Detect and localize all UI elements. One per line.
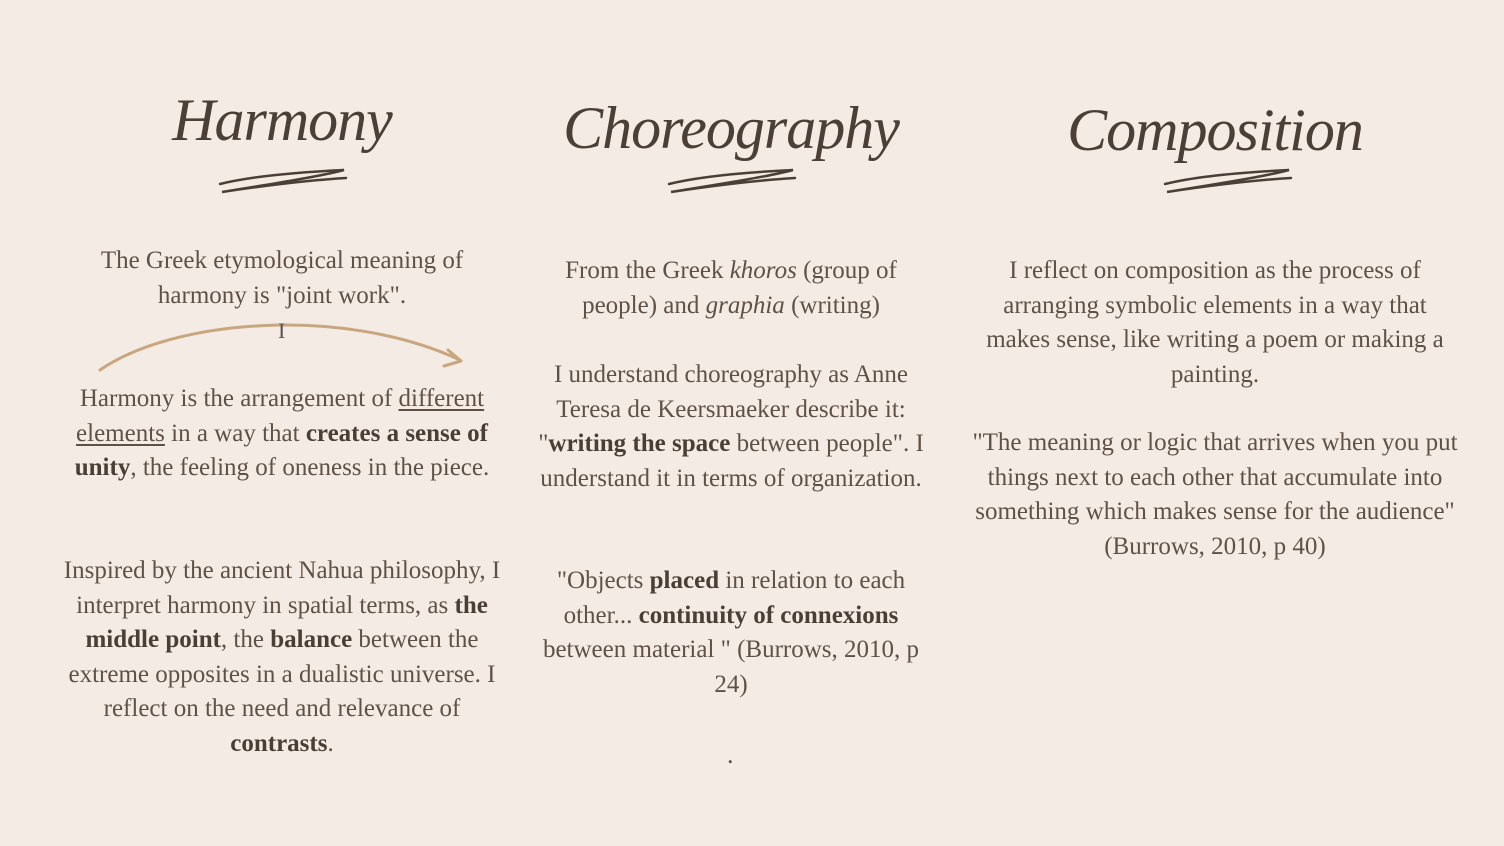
bold-text: writing the space <box>548 430 731 457</box>
text: "Objects <box>556 567 650 594</box>
flourish-underline-icon <box>1157 162 1297 198</box>
harmony-etymology: The Greek etymological meaning of harmony is "joint work". <box>100 247 464 309</box>
italic-text: khoros <box>729 257 797 284</box>
italic-text: graphia <box>705 291 785 319</box>
flourish-underline-icon <box>661 162 801 198</box>
heading-choreography: Choreography <box>563 95 899 161</box>
text: in a way that <box>164 419 306 447</box>
text: (group of people) and <box>582 257 897 319</box>
text: between the extreme opposites in a dualistic universe. I reflect on the need and relevance of <box>68 626 496 722</box>
text: in relation to each other... <box>563 567 906 629</box>
text: between material " (Burrows, 2010, p 24) <box>542 636 920 698</box>
flourish-underline-icon <box>212 162 352 198</box>
bold-text: contrasts <box>230 729 328 757</box>
bold-text: the middle point <box>85 591 488 653</box>
bold-text: continuity of connexions <box>638 601 899 629</box>
text: . <box>327 729 334 757</box>
bold-text: balance <box>270 626 353 653</box>
heading-harmony: Harmony <box>172 87 392 153</box>
stray-dot: . <box>727 740 734 769</box>
text: Harmony is the arrangement of <box>79 385 399 412</box>
harmony-nahua <box>58 554 506 761</box>
text: , the <box>220 626 271 653</box>
underlined-text: different elements <box>76 385 485 447</box>
composition-burrows-quote: "The meaning or logic that arrives when you put things next to each other that accumulate into something which makes sense for the audience" (Burrows, 2010, p 40) <box>972 429 1458 560</box>
heading-composition: Composition <box>1067 97 1363 163</box>
text: Inspired by the ancient Nahua philosophy, I interpret harmony in spatial terms, as <box>63 557 501 619</box>
text: I understand choreography as Anne Teresa de Keersmaeker describe it: " <box>538 361 909 457</box>
harmony-definition <box>62 382 502 486</box>
choreography-burrows-quote <box>536 564 926 702</box>
choreography-etymology <box>536 254 926 323</box>
bold-text: creates a sense of unity <box>74 419 488 481</box>
text: , the feeling of oneness in the piece. <box>130 454 490 481</box>
composition-reflection: I reflect on composition as the process of arranging symbolic elements in a way that makes sense, like writing a poem or making a painting. <box>986 257 1444 388</box>
text: between people". I understand it in terms of organization. <box>540 430 924 492</box>
choreography-keersmaeker <box>536 358 926 496</box>
text: From the Greek <box>565 257 730 284</box>
bold-text: placed <box>649 567 720 594</box>
text-cursor: I <box>278 318 286 343</box>
text: (writing) <box>784 291 880 319</box>
